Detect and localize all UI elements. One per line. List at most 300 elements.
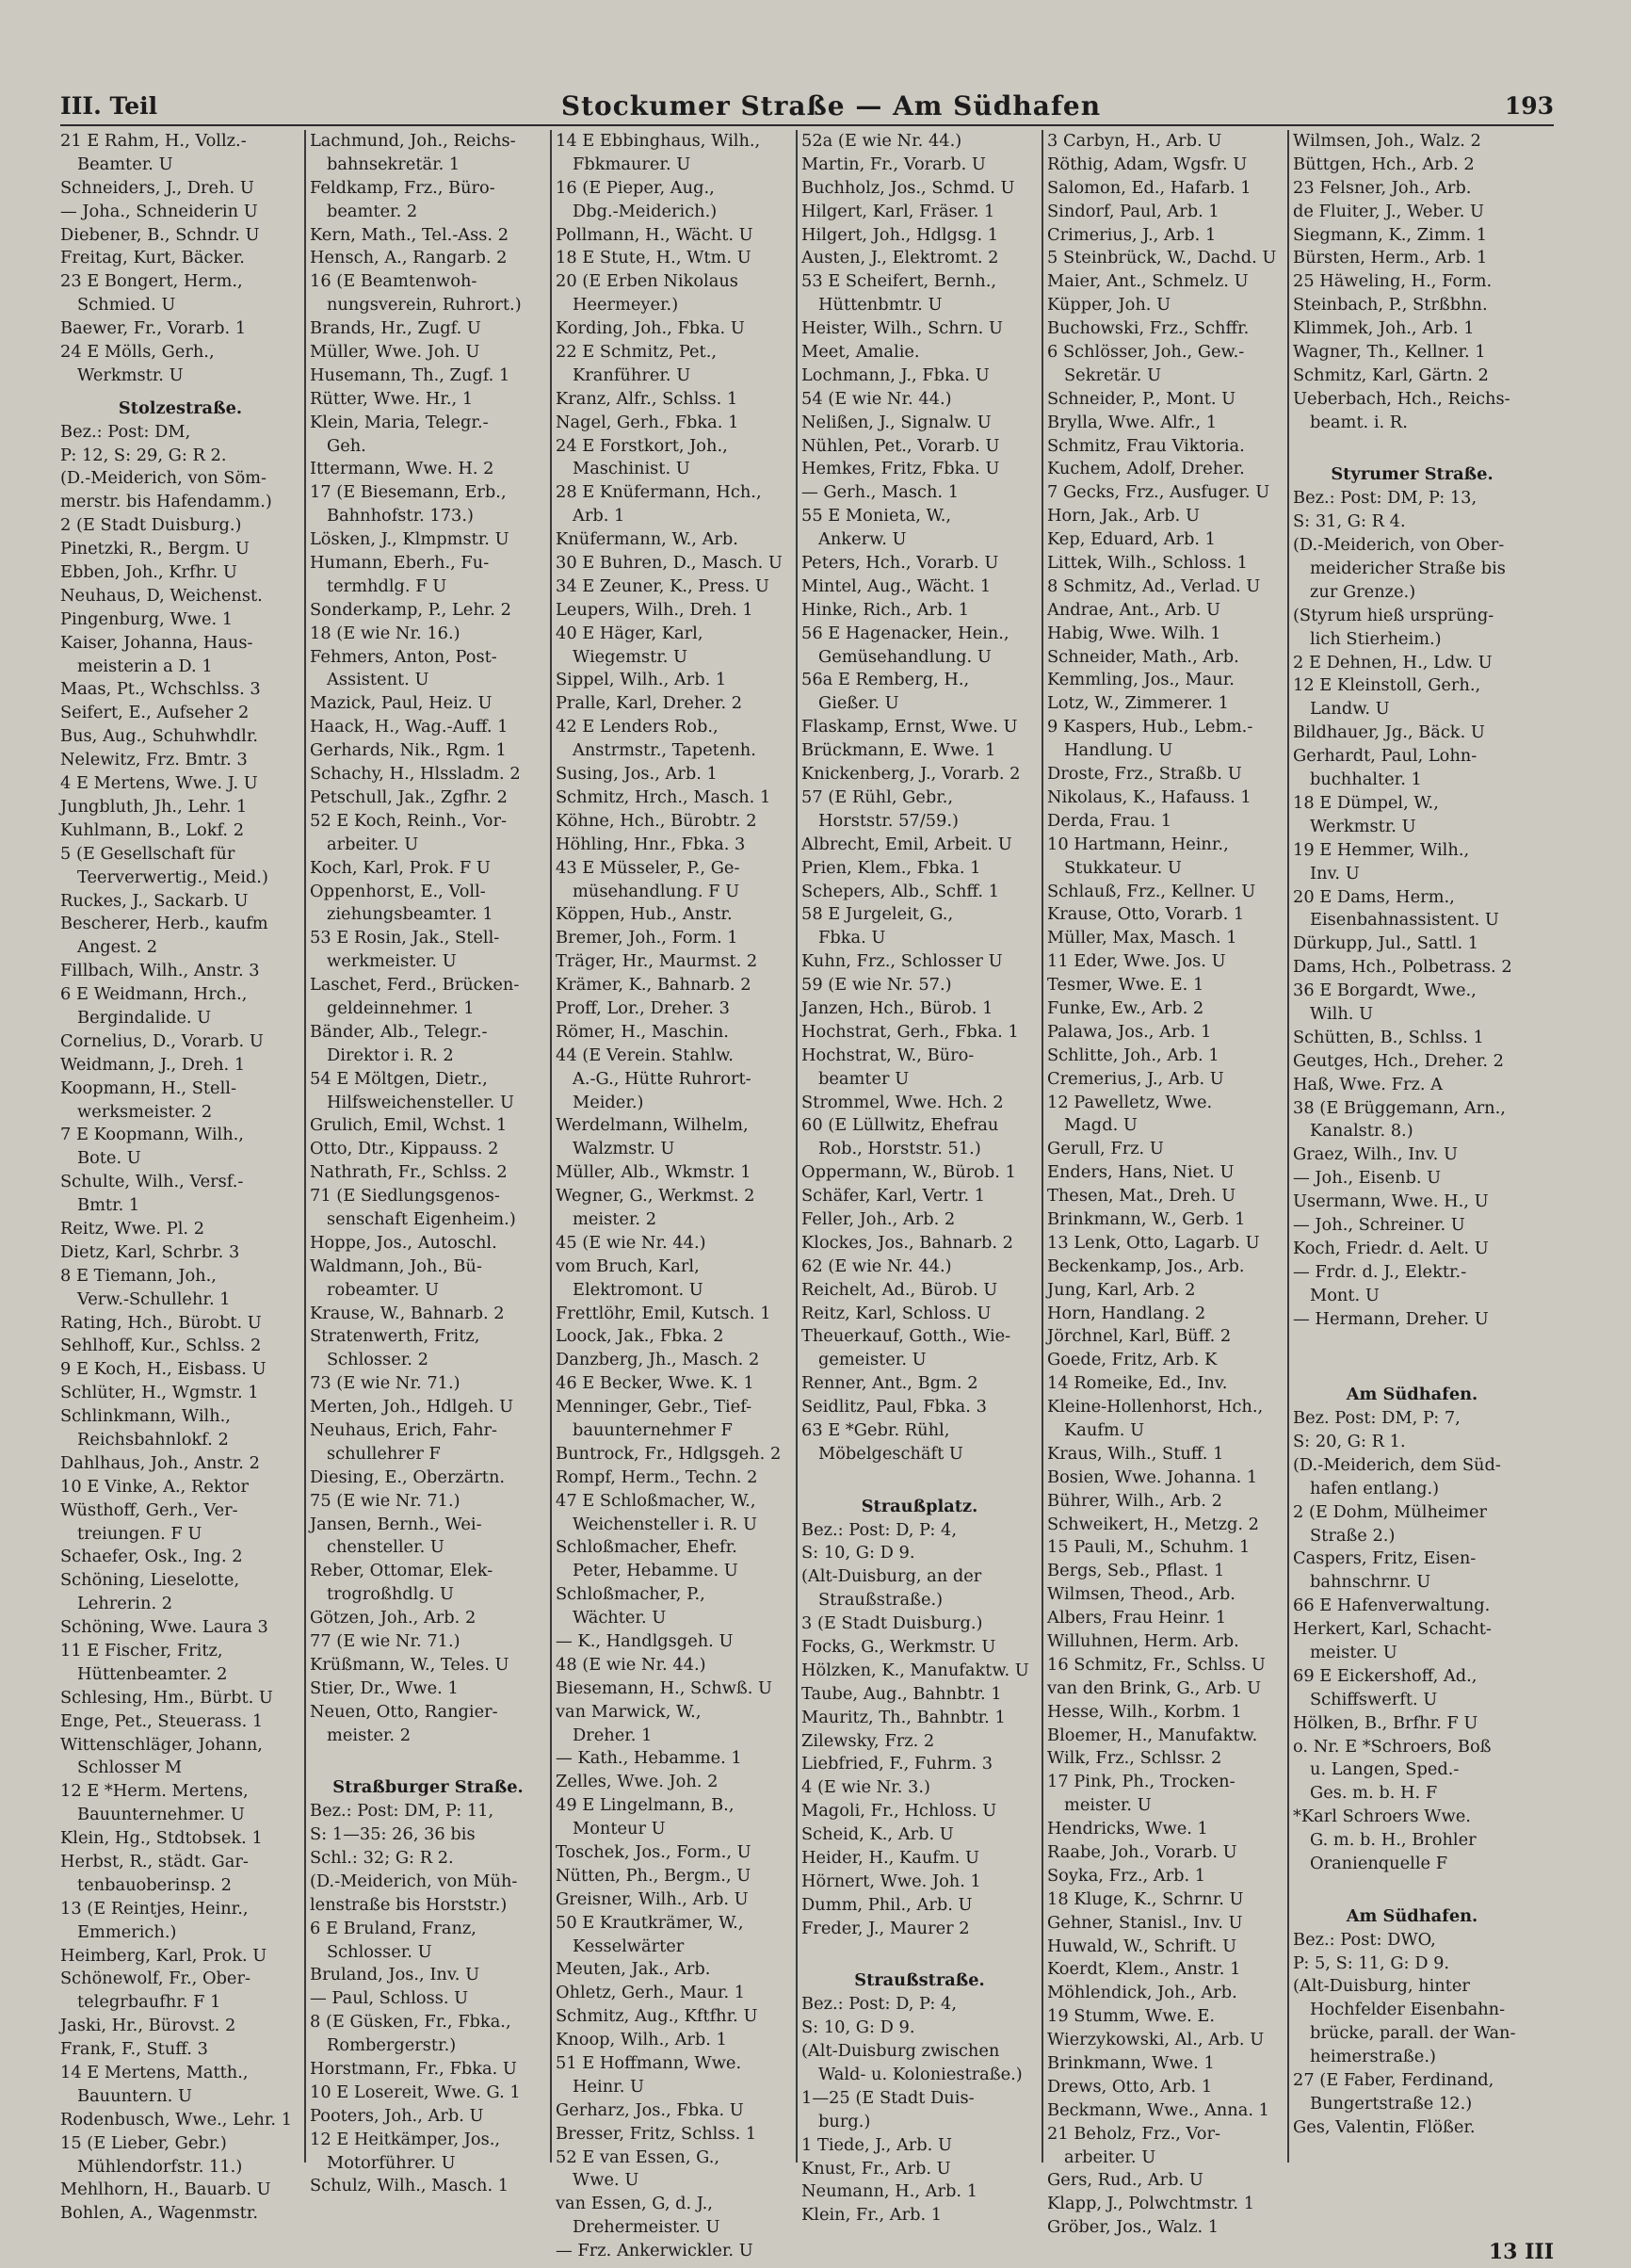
entry-line: Feller, Joh., Arb. 2 <box>801 1208 956 1229</box>
entry-line: P: 5, S: 11, G: D 9. <box>1293 1952 1450 1973</box>
entry-line: Bohlen, A., Wagenmstr. <box>60 2203 259 2224</box>
entry-line: Susing, Jos., Arb. 1 <box>556 764 718 785</box>
entry-line: Müller, Max, Masch. 1 <box>1047 928 1237 948</box>
entry-line: Teerverwertig., Meid.) <box>77 867 268 887</box>
entry-line: Focks, G., Werkmstr. U <box>801 1637 996 1657</box>
entry-line: Hilgert, Joh., Hdlgsg. 1 <box>801 224 999 245</box>
entry-line: Beamter. U <box>77 154 173 174</box>
entry-line: Ruckes, J., Sackarb. U <box>60 890 249 911</box>
entry-line: 17 Pink, Ph., Trocken- <box>1047 1772 1235 1792</box>
entry-line: Bez.: Post: D, P: 4, <box>801 1519 957 1540</box>
entry-line: Caspers, Fritz, Eisen- <box>1293 1548 1477 1569</box>
entry-line: Enge, Pet., Steuerass. 1 <box>60 1710 264 1731</box>
entry-line: Horststr. 57/59.) <box>818 810 959 831</box>
entry-line: Walzmstr. U <box>573 1139 675 1159</box>
entry-line: Dbg.-Meiderich.) <box>573 201 718 221</box>
column-5 <box>1043 130 1289 2238</box>
entry-line: Thesen, Mat., Dreh. U <box>1047 1186 1236 1207</box>
entry-line: Petschull, Jak., Zgfhr. 2 <box>310 786 508 807</box>
entry-line: Heister, Wilh., Schrn. U <box>801 318 1003 339</box>
entry-line: S: 20, G: R 1. <box>1293 1431 1406 1451</box>
entry-line: Frank, F., Stuff. 3 <box>60 2039 208 2060</box>
entry-line: robeamter. U <box>327 1279 440 1300</box>
entry-line: 23 Felsner, Joh., Arb. <box>1293 177 1472 198</box>
entry-line: Hochstrat, W., Büro- <box>801 1045 975 1065</box>
entry-line: Graez, Wilh., Inv. U <box>1293 1144 1458 1165</box>
entry-line: Kemmling, Jos., Maur. <box>1047 670 1235 690</box>
entry-line: Goede, Fritz, Arb. K <box>1047 1350 1218 1370</box>
entry-line: 1 Tiede, J., Arb. U <box>801 2134 952 2155</box>
entry-line: Bauuntern. U <box>77 2085 192 2106</box>
entry-line: 48 (E wie Nr. 44.) <box>556 1654 706 1675</box>
entry-line: 57 (E Rühl, Gebr., <box>801 786 954 807</box>
entry-line: 24 E Forstkort, Joh., <box>556 435 728 456</box>
entry-line: Küpper, Joh. U <box>1047 295 1171 316</box>
entry-line: Landw. U <box>1310 699 1390 720</box>
entry-line: Stukkateur. U <box>1064 857 1182 878</box>
page-header <box>60 87 1554 126</box>
entry-line: 46 E Becker, Wwe. K. 1 <box>556 1373 754 1394</box>
entry-line: Sonderkamp, P., Lehr. 2 <box>310 599 511 620</box>
entry-line: ziehungsbeamter. 1 <box>327 904 493 925</box>
entry-line: Elektromont. U <box>573 1279 703 1300</box>
entry-line: Bungertstraße 12.) <box>1310 2093 1473 2114</box>
entry-line: Jörchnel, Karl, Büff. 2 <box>1047 1326 1232 1347</box>
entry-line: Götzen, Joh., Arb. 2 <box>310 1608 476 1628</box>
entry-line: 44 (E Verein. Stahlw. <box>556 1045 734 1065</box>
entry-line: Menninger, Gebr., Tief- <box>556 1397 752 1418</box>
entry-line: Büttgen, Hch., Arb. 2 <box>1293 154 1475 174</box>
entry-line: brücke, parall. der Wan- <box>1310 2023 1516 2044</box>
entry-line: 1—25 (E Stadt Duis- <box>801 2087 975 2108</box>
entry-line: 14 Romeike, Ed., Inv. <box>1047 1373 1228 1394</box>
entry-line: 10 E Losereit, Wwe. G. 1 <box>310 2082 521 2102</box>
entry-line: Schweikert, H., Metzg. 2 <box>1047 1514 1259 1534</box>
entry-line: treiungen. F U <box>77 1523 202 1544</box>
entry-line: Albrecht, Emil, Arbeit. U <box>801 834 1012 854</box>
entry-line: (D.-Meiderich, von Müh- <box>310 1871 518 1891</box>
entry-line <box>310 1747 546 1771</box>
entry-line: Krämer, K., Bahnarb. 2 <box>556 975 751 996</box>
entry-line: Loock, Jak., Fbka. 2 <box>556 1326 724 1347</box>
entry-line: Baewer, Fr., Vorarb. 1 <box>60 318 247 339</box>
entry-line: Ges. m. b. H. F <box>1310 1783 1438 1804</box>
entry-line <box>1293 1354 1531 1378</box>
entry-line: Rodenbusch, Wwe., Lehr. 1 <box>60 2109 293 2130</box>
entry-line: Stier, Dr., Wwe. 1 <box>310 1677 459 1698</box>
entry-line: Nathrath, Fr., Schlss. 2 <box>310 1162 508 1183</box>
entry-line: Pollmann, H., Wächt. U <box>556 224 753 245</box>
entry-line: Wilh. U <box>1310 1003 1374 1024</box>
entry-line: 77 (E wie Nr. 71.) <box>310 1631 460 1651</box>
entry-line: Nagel, Gerh., Fbka. 1 <box>556 412 739 432</box>
entry-line: Angest. 2 <box>77 937 158 958</box>
entry-line: Hochfelder Eisenbahn- <box>1310 2000 1506 2020</box>
entry-line: Kuhn, Frz., Schlosser U <box>801 951 1003 972</box>
entry-line: Direktor i. R. 2 <box>327 1045 454 1065</box>
entry-line: Klein, Fr., Arb. 1 <box>801 2205 943 2226</box>
entry-line: Möhlendick, Joh., Arb. <box>1047 1983 1237 2003</box>
entry-line: Bresser, Fritz, Schlss. 1 <box>556 2123 757 2144</box>
entry-line: Pooters, Joh., Arb. U <box>310 2105 484 2126</box>
entry-line: Rating, Hch., Bürobt. U <box>60 1312 262 1333</box>
entry-line: Wüsthoff, Gerh., Ver- <box>60 1499 238 1520</box>
entry-line: Huwald, W., Schrift. U <box>1047 1936 1237 1956</box>
entry-line: Schneider, Math., Arb. <box>1047 646 1239 667</box>
entry-line: Kranführer. U <box>573 364 691 385</box>
entry-line: Klapp, J., Polwchtmstr. 1 <box>1047 2194 1255 2214</box>
entry-line: Biesemann, H., Schwß. U <box>556 1677 773 1698</box>
entry-line: Gerhards, Nik., Rgm. 1 <box>310 740 507 761</box>
entry-line: Wächter. U <box>573 1608 667 1628</box>
entry-line: Brands, Hr., Zugf. U <box>310 318 481 339</box>
entry-line: Neumann, H., Arb. 1 <box>801 2181 978 2202</box>
entry-line: Flaskamp, Ernst, Wwe. U <box>801 717 1018 737</box>
entry-line: Neuhaus, D, Weichenst. <box>60 585 263 606</box>
entry-line: Anstrmstr., Tapetenh. <box>573 740 756 761</box>
entry-line: Hochstrat, Gerh., Fbka. 1 <box>801 1021 1019 1042</box>
entry-line: Schmitz, Hrch., Masch. 1 <box>556 786 771 807</box>
entry-line: lenstraße bis Horststr.) <box>310 1894 508 1915</box>
entry-line: 15 Pauli, M., Schuhm. 1 <box>1047 1537 1251 1558</box>
part-label: III. Teil <box>60 91 158 120</box>
entry-line: — Joh., Schreiner. U <box>1293 1214 1465 1235</box>
entry-line: — Hermann, Dreher. U <box>1293 1308 1489 1329</box>
entry-line: Jungbluth, Jh., Lehr. 1 <box>60 796 248 817</box>
entry-line: Liebfried, F., Fuhrm. 3 <box>801 1754 993 1774</box>
entry-line: Heimberg, Karl, Prok. U <box>60 1945 267 1966</box>
entry-line: Hesse, Wilh., Korbm. 1 <box>1047 1701 1242 1722</box>
entry-line: Gerull, Frz. U <box>1047 1139 1164 1159</box>
entry-line: Bergindalide. U <box>77 1007 212 1028</box>
entry-line: Reichelt, Ad., Bürob. U <box>801 1279 998 1300</box>
entry-line: 18 (E wie Nr. 16.) <box>310 623 460 643</box>
entry-line: Bez.: Post: DM, <box>60 421 191 442</box>
entry-line: tenbauoberinsp. 2 <box>77 1874 232 1895</box>
entry-line: Beckenkamp, Jos., Arb. <box>1047 1256 1245 1276</box>
entry-line: 2 E Dehnen, H., Ldw. U <box>1293 652 1493 672</box>
entry-line: (Alt-Duisburg, hinter <box>1293 1976 1470 1997</box>
entry-line: 13 Lenk, Otto, Lagarb. U <box>1047 1232 1260 1253</box>
street-heading: Am Südhafen. <box>1346 1385 1478 1405</box>
street-heading: Am Südhafen. <box>1346 1905 1478 1926</box>
entry-line: Martin, Fr., Vorarb. U <box>801 154 986 174</box>
entry-line: Schlüter, H., Wgmstr. 1 <box>60 1383 259 1403</box>
entry-line: 7 E Koopmann, Wilh., <box>60 1125 244 1145</box>
entry-line: Krüßmann, W., Teles. U <box>310 1654 509 1675</box>
entry-line: 42 E Lenders Rob., <box>556 717 719 737</box>
entry-line: 21 Beholz, Frz., Vor- <box>1047 2123 1220 2144</box>
entry-line: Motorführer. U <box>327 2152 456 2173</box>
entry-line: Haack, H., Wag.-Auff. 1 <box>310 717 509 737</box>
entry-line: werksmeister. 2 <box>77 1101 213 1122</box>
street-heading: Straußstraße. <box>854 1970 985 1991</box>
entry-line: Hörnert, Wwe. Joh. 1 <box>801 1871 981 1891</box>
entry-line: Geutges, Hch., Dreher. 2 <box>1293 1050 1504 1071</box>
entry-line: Schneider, P., Mont. U <box>1047 388 1236 409</box>
entry-line: Reitz, Karl, Schloss. U <box>801 1303 992 1323</box>
entry-line: 47 E Schloßmacher, W., <box>556 1490 756 1511</box>
entry-line: Gröber, Jos., Walz. 1 <box>1047 2217 1219 2238</box>
entry-line: 51 E Hoffmann, Wwe. <box>556 2053 742 2074</box>
entry-line: Seifert, E., Aufseher 2 <box>60 703 250 723</box>
entry-line: Lachmund, Joh., Reichs- <box>310 131 516 151</box>
entry-line: Mazick, Paul, Heiz. U <box>310 693 493 714</box>
entry-line: Ankerw. U <box>818 529 907 550</box>
entry-line: Bez. Post: DM, P: 7, <box>1293 1408 1461 1429</box>
entry-line: Schäfer, Karl, Vertr. 1 <box>801 1186 986 1207</box>
entry-line: Knüfermann, W., Arb. <box>556 529 738 550</box>
entry-line: 2 (E Stadt Duisburg.) <box>60 515 242 536</box>
entry-line: Horn, Jak., Arb. U <box>1047 506 1200 526</box>
entry-line: Gers, Rud., Arb. U <box>1047 2170 1203 2191</box>
entry-line: Weichensteller i. R. U <box>573 1514 757 1534</box>
entry-line: Geh. <box>327 435 366 456</box>
entry-line: Horstmann, Fr., Fbka. U <box>310 2059 517 2080</box>
entry-line: Scheid, K., Arb. U <box>801 1824 954 1845</box>
entry-line: Steinbach, P., Strßbhn. <box>1293 295 1488 316</box>
entry-line: 36 E Borgardt, Wwe., <box>1293 980 1477 1001</box>
entry-line: bahnsekretär. 1 <box>327 154 460 174</box>
entry-line: 54 E Möltgen, Dietr., <box>310 1068 488 1089</box>
entry-line: 71 (E Siedlungsgenos- <box>310 1186 500 1207</box>
entry-line: Schlinkmann, Wilh., <box>60 1406 231 1427</box>
entry-line: Bez.: Post: DM, P: 11, <box>310 1801 494 1822</box>
column-6 <box>1289 130 1535 2163</box>
entry-line: Rütter, Wwe. Hr., 1 <box>310 388 474 409</box>
entry-line: Kaiser, Johanna, Haus- <box>60 632 253 653</box>
entry-line: Ueberbach, Hch., Reichs- <box>1293 388 1510 409</box>
entry-line: meister. U <box>1310 1643 1397 1662</box>
entry-line: (D.-Meiderich, von Söm- <box>60 468 267 489</box>
entry-line: Cornelius, D., Vorarb. U <box>60 1030 264 1051</box>
entry-line: — K., Handlgsgeh. U <box>556 1631 734 1651</box>
entry-line: *Karl Schroers Wwe. <box>1293 1806 1471 1827</box>
entry-line: Lösken, J., Klmpmstr. U <box>310 529 509 550</box>
entry-line: Werkmstr. U <box>77 364 184 385</box>
entry-line: Zilewsky, Frz. 2 <box>801 1730 935 1751</box>
entry-line: Bloemer, H., Manufaktw. <box>1047 1725 1258 1745</box>
entry-line: Buchholz, Jos., Schmd. U <box>801 177 1015 198</box>
entry-line: Pingenburg, Wwe. 1 <box>60 608 234 629</box>
entry-line: Kesselwärter <box>573 1936 685 1956</box>
entry-line: 22 E Schmitz, Pet., <box>556 342 718 363</box>
entry-line: Kep, Eduard, Arb. 1 <box>1047 529 1216 550</box>
entry-line: Dreher. 1 <box>573 1725 653 1745</box>
entry-line: buchhalter. 1 <box>1310 770 1422 790</box>
entry-line: 54 (E wie Nr. 44.) <box>801 388 952 409</box>
entry-line: 21 E Rahm, H., Vollz.- <box>60 131 247 151</box>
entry-line: Inv. U <box>1310 863 1360 883</box>
entry-line: 66 E Hafenverwaltung. <box>1293 1596 1491 1616</box>
entry-line: Schmitz, Aug., Kftfhr. U <box>556 2006 758 2027</box>
entry-line: Hinke, Rich., Arb. 1 <box>801 599 970 620</box>
entry-line: Dürkupp, Jul., Sattl. 1 <box>1293 933 1479 954</box>
column-4 <box>798 130 1043 2226</box>
entry-line: Usermann, Wwe. H., U <box>1293 1191 1489 1212</box>
entry-line: Kranz, Alfr., Schlss. 1 <box>556 388 738 409</box>
entry-line: Wittenschläger, Johann, <box>60 1734 263 1755</box>
entry-line: 55 E Monieta, W., <box>801 506 952 526</box>
entry-line: Hilgert, Karl, Fräser. 1 <box>801 201 995 221</box>
street-heading: Straußplatz. <box>861 1496 978 1516</box>
entry-line: 12 E Heitkämper, Jos., <box>310 2129 501 2149</box>
entry-line: Brückmann, E. Wwe. 1 <box>801 740 996 761</box>
entry-line: Schmitz, Karl, Gärtn. 2 <box>1293 364 1489 385</box>
entry-line: Raabe, Joh., Vorarb. U <box>1047 1842 1237 1863</box>
entry-line: Reitz, Wwe. Pl. 2 <box>60 1218 205 1239</box>
entry-line: 11 Eder, Wwe. Jos. U <box>1047 951 1226 972</box>
entry-line: 13 (E Reintjes, Heinr., <box>60 1898 249 1919</box>
entry-line: Reber, Ottomar, Elek- <box>310 1561 493 1581</box>
entry-line: Meet, Amalie. <box>801 342 920 363</box>
entry-line: 25 Häweling, H., Form. <box>1293 271 1493 292</box>
entry-line: Bosien, Wwe. Johanna. 1 <box>1047 1466 1258 1487</box>
entry-line: 75 (E wie Nr. 71.) <box>310 1490 460 1511</box>
entry-line: Janzen, Hch., Bürob. 1 <box>801 997 993 1018</box>
entry-line: Bauunternehmer. U <box>77 1805 245 1825</box>
entry-line: Gehner, Stanisl., Inv. U <box>1047 1912 1243 1933</box>
entry-line: Köppen, Hub., Anstr. <box>556 904 733 925</box>
entry-line: meister. 2 <box>573 1208 657 1229</box>
entry-line: Schachy, H., Hlssladm. 2 <box>310 764 521 785</box>
entry-line: 40 E Häger, Karl, <box>556 623 703 643</box>
entry-line: (Styrum hieß ursprüng- <box>1293 605 1494 625</box>
entry-line: 14 E Ebbinghaus, Wilh., <box>556 131 761 151</box>
entry-line: merstr. bis Hafendamm.) <box>60 492 272 512</box>
entry-line: Bescherer, Herb., kaufm <box>60 914 268 934</box>
entry-line: 27 (E Faber, Ferdinand, <box>1293 2070 1494 2091</box>
entry-line: Dahlhaus, Joh., Anstr. 2 <box>60 1452 260 1473</box>
entry-line: Ges, Valentin, Flößer. <box>1293 2116 1476 2137</box>
entry-line: Maschinist. U <box>573 459 690 479</box>
entry-line: Schl.: 32; G: R 2. <box>310 1848 454 1869</box>
entry-line: Sehlhoff, Kur., Schlss. 2 <box>60 1336 262 1356</box>
entry-line: Fehmers, Anton, Post- <box>310 646 497 667</box>
entry-line: burg.) <box>818 2111 871 2131</box>
entry-line: Mauritz, Th., Bahnbtr. 1 <box>801 1707 1006 1727</box>
entry-line: 73 (E wie Nr. 71.) <box>310 1373 460 1394</box>
entry-line: van Marwick, W., <box>556 1701 702 1722</box>
entry-line: Gerhardt, Paul, Lohn- <box>1293 746 1478 767</box>
entry-line: Peter, Hebamme. U <box>573 1561 738 1581</box>
entry-line: Knust, Fr., Arb. U <box>801 2158 951 2179</box>
entry-line: arbeiter. U <box>1064 2146 1156 2167</box>
entry-line: Nelewitz, Frz. Bmtr. 3 <box>60 750 248 770</box>
entry-line: bauunternehmer F <box>573 1419 733 1440</box>
entry-line: Heider, H., Kaufm. U <box>801 1848 980 1869</box>
sheet-mark: 13 III <box>1488 2240 1554 2264</box>
entry-line: Lochmann, J., Fbka. U <box>801 364 990 385</box>
entry-line: P: 12, S: 29, G: R 2. <box>60 445 227 465</box>
entry-line: 6 E Weidmann, Hrch., <box>60 984 248 1005</box>
entry-line: 52a (E wie Nr. 44.) <box>801 131 962 151</box>
entry-line: Kern, Math., Tel.-Ass. 2 <box>310 224 509 245</box>
entry-line: Bus, Aug., Schuhwhdlr. <box>60 726 259 747</box>
entry-line: 19 E Hemmer, Wilh., <box>1293 839 1470 860</box>
entry-line: Schlitte, Joh., Arb. 1 <box>1047 1045 1219 1065</box>
entry-line: Sippel, Wilh., Arb. 1 <box>556 670 727 690</box>
entry-line: Hendricks, Wwe. 1 <box>1047 1819 1208 1839</box>
entry-line: Nikolaus, K., Hafauss. 1 <box>1047 786 1252 807</box>
entry-line: Mont. U <box>1310 1285 1380 1305</box>
entry-line: Schneiders, J., Dreh. U <box>60 177 254 198</box>
entry-line: Diesing, E., Oberzärtn. <box>310 1466 506 1487</box>
entry-line: Werkmstr. U <box>1310 816 1416 836</box>
entry-line: Hensch, A., Rangarb. 2 <box>310 248 508 268</box>
entry-line: Bergs, Seb., Pflast. 1 <box>1047 1561 1225 1581</box>
entry-line: Mintel, Aug., Wächt. 1 <box>801 575 992 596</box>
entry-line: 16 Schmitz, Fr., Schlss. U <box>1047 1654 1266 1675</box>
entry-line: zur Grenze.) <box>1310 581 1416 602</box>
entry-line: Klimmek, Joh., Arb. 1 <box>1293 318 1475 339</box>
entry-line: Rob., Horststr. 51.) <box>818 1139 981 1159</box>
entry-line: Derda, Frau. 1 <box>1047 810 1172 831</box>
entry-line: Buntrock, Fr., Hdlgsgeh. 2 <box>556 1443 782 1464</box>
entry-line: meister. 2 <box>327 1725 412 1745</box>
entry-line: Schönewolf, Fr., Ober- <box>60 1968 250 1989</box>
entry-line: telegrbaufhr. F 1 <box>77 1992 221 2013</box>
entry-line: Hölken, B., Brfhr. F U <box>1293 1712 1478 1733</box>
entry-line: Herbst, R., städt. Gar- <box>60 1852 249 1872</box>
entry-line: Schaefer, Osk., Ing. 2 <box>60 1547 243 1567</box>
entry-line: 11 E Fischer, Fritz, <box>60 1641 223 1660</box>
entry-line: Straße 2.) <box>1310 1525 1396 1546</box>
entry-line: (D.-Meiderich, von Ober- <box>1293 535 1505 556</box>
entry-line: Rombergerstr.) <box>327 2035 457 2056</box>
entry-line: 10 E Vinke, A., Rektor <box>60 1476 250 1497</box>
entry-line <box>801 1466 1038 1490</box>
entry-line: G. m. b. H., Brohler <box>1310 1830 1477 1851</box>
entry-line: Andrae, Ant., Arb. U <box>1047 599 1221 620</box>
entry-line: Heinr. U <box>573 2076 645 2097</box>
entry-line: Strommel, Wwe. Hch. 2 <box>801 1092 1004 1112</box>
entry-line: Beckmann, Wwe., Anna. 1 <box>1047 2099 1269 2120</box>
entry-line: Drehermeister. U <box>573 2217 720 2238</box>
entry-line: Verw.-Schullehr. 1 <box>77 1288 231 1309</box>
entry-line: senschaft Eigenheim.) <box>327 1208 516 1229</box>
entry-line: Taube, Aug., Bahnbtr. 1 <box>801 1683 1002 1704</box>
entry-line: Palawa, Jos., Arb. 1 <box>1047 1021 1212 1042</box>
entry-line: Kleine-Hollenhorst, Hch., <box>1047 1397 1264 1418</box>
entry-line: Habig, Wwe. Wilh. 1 <box>1047 623 1221 643</box>
entry-line: 19 Stumm, Wwe. E. <box>1047 2006 1216 2027</box>
entry-line: Klein, Maria, Telegr.- <box>310 412 489 432</box>
entry-line: Schlesing, Hm., Bürbt. U <box>60 1687 273 1708</box>
entry-line: Greisner, Wilh., Arb. U <box>556 1888 749 1909</box>
entry-line: 30 E Buhren, D., Masch. U <box>556 553 783 574</box>
entry-line: Lotz, W., Zimmerer. 1 <box>1047 693 1229 714</box>
entry-line: Willuhnen, Herm. Arb. <box>1047 1631 1239 1651</box>
entry-line: Maas, Pt., Wchschlss. 3 <box>60 679 261 700</box>
running-title: Stockumer Straße — Am Südhafen <box>560 89 1102 122</box>
entry-line: Peters, Hch., Vorarb. U <box>801 553 999 574</box>
entry-line: 56 E Hagenacker, Hein., <box>801 623 1009 643</box>
entry-line: Husemann, Th., Zugf. 1 <box>310 364 510 385</box>
entry-line: Ittermann, Wwe. H. 2 <box>310 459 494 479</box>
entry-line: 4 (E wie Nr. 3.) <box>801 1777 930 1798</box>
entry-line: bahnschrnr. U <box>1310 1572 1431 1593</box>
entry-line: Wiegemstr. U <box>573 646 688 667</box>
street-heading: Straßburger Straße. <box>332 1777 524 1798</box>
entry-line: Prien, Klem., Fbka. 1 <box>801 857 981 878</box>
page-number: 193 <box>1504 91 1554 120</box>
entry-line: Grulich, Emil, Wchst. 1 <box>310 1115 508 1136</box>
entry-line: 50 E Krautkrämer, W., <box>556 1912 744 1933</box>
entry-line: Weidmann, J., Dreh. 1 <box>60 1054 246 1075</box>
entry-line: 6 E Bruland, Franz, <box>310 1918 476 1938</box>
entry-line: (Alt-Duisburg zwischen <box>801 2041 1000 2062</box>
